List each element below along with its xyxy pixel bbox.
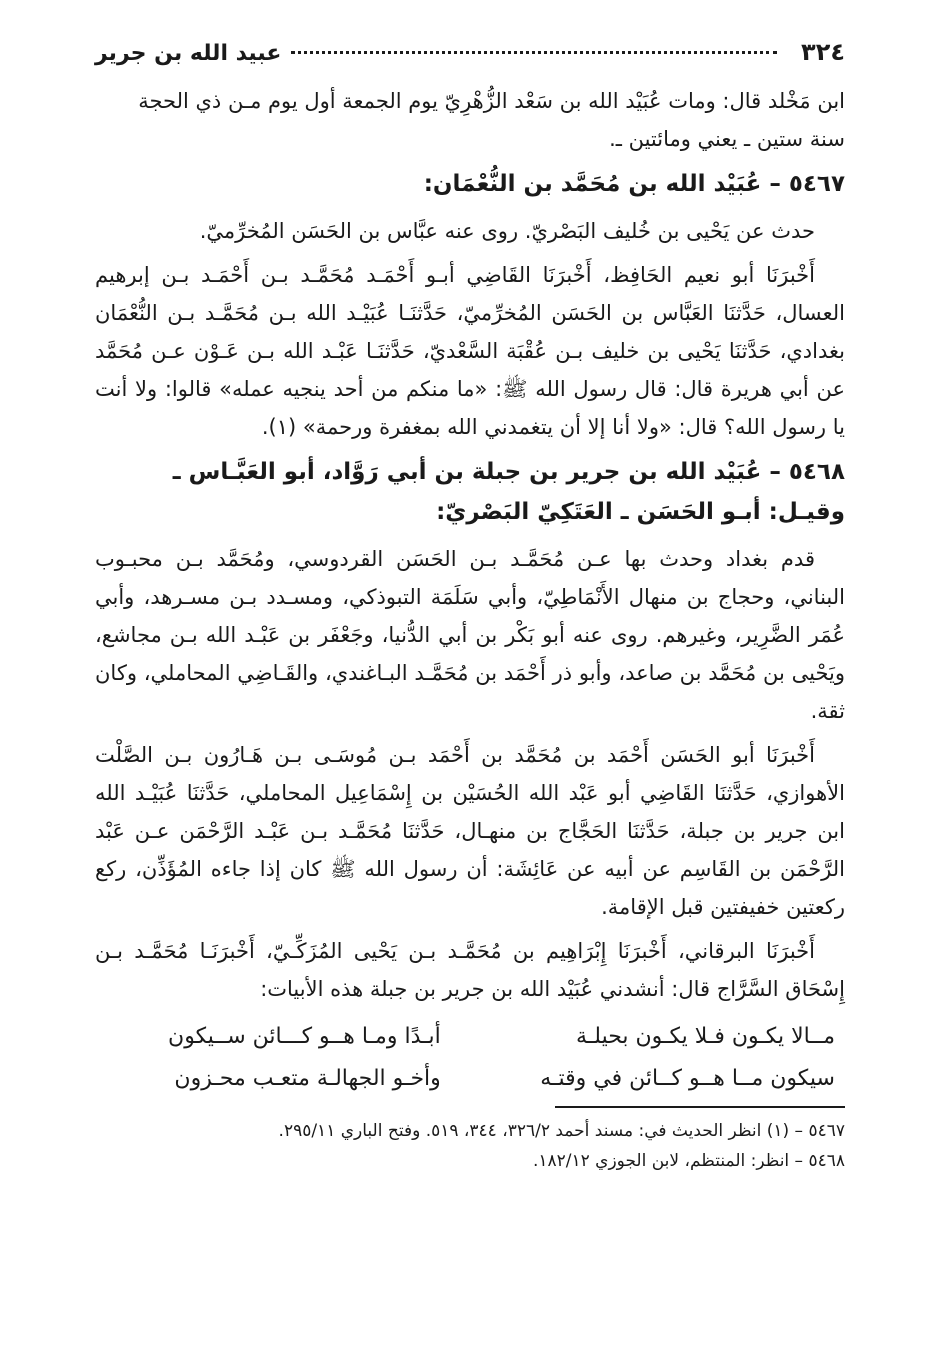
poem-hemistich-first: مــالا يكـون فـلا يكـون بحيلـة xyxy=(576,1024,835,1049)
entry-5467-heading: ٥٤٦٧ – عُبَيْد الله بن مُحَمَّد بن النُّعْمَان: xyxy=(423,171,845,197)
book-page xyxy=(95,38,845,1176)
page-header xyxy=(95,38,845,82)
entry-5467-isnad: أَخْبرَنَا أبو نعيم الحَافِظ، أَخْبرَنَا القَاضِي أبـو أَحْمَـد مُحَمَّـد بـن أَحْمَـد بـن إبرهيم العسال، حَدَّثنَا العَبَّاس بن الحَسَن المُخرِّميّ، حَدَّثنَـا عُبَيْـد الله بـن مُحَمَّـد بـن النُّعْمَان بغدادي، حَدَّثنَا يَحْيى بن خليف بـن عُقْبَة السَّعْديّ، حَدَّثنَـا عَبْـد الله بـن عَـوْن عـن مُحَمَّد عن أبي هريرة قال: قال رسول الله ﷺ: «ما منكم من أحد ينجيه عمله» قالوا: ولا أنت يا رسول الله؟ قال: «ولا أنا إلا أن يتغمدني الله بمغفرة ورحمة» (١). xyxy=(95,263,845,439)
entry-5467-bio: حدث عن يَحْيى بن خُليف البَصْريّ. روى عنه عبَّاس بن الحَسَن المُخرِّميّ. xyxy=(199,219,815,243)
poem xyxy=(95,1016,845,1100)
poem-verse xyxy=(95,1058,845,1100)
footnote-5467: ٥٤٦٧ – (١) انظر الحديث في: مسند أحمد ٣٢٦/٢، ٣٤٤، ٥١٩. وفتح الباري ٢٩٥/١١. xyxy=(278,1121,845,1141)
page-number: ٣٢٤ xyxy=(801,38,845,66)
entry-5468-poem-isnad: أَخْبرَنَا البرقاني، أَخْبرَنَا إِبْرَاهِيم بن مُحَمَّـد بـن يَحْيى المُزَكِّـيّ، أَخْبرَنَـا مُحَمَّـد بـن إِسْحَاق السَّرَّاج قال: أنشدني عُبَيْد الله بن جرير بن جبلة هذه الأبيات: xyxy=(95,939,845,1001)
poem-hemistich-second: أبـدًا ومـا هــو كـــائن ســيكون xyxy=(168,1024,441,1049)
entry-5468-bio: قدم بغداد وحدث بها عـن مُحَمَّـد بـن الحَسَن القردوسي، ومُحَمَّد بـن محبـوب البناني، وحجاج بن منهال الأَنْمَاطِيّ، وأبي سَلَمَة التبوذكي، ومسـدد بـن مسـرهد، وأبي عُمَر الضَّرِير، وغيرهم. روى عنه أبو بَكْر بن أبي الدُّنيا، وجَعْفَر بن عَبْـد الله بـن مجاشع، ويَحْيى بن مُحَمَّد بن صاعد، وأبو ذر أَحْمَد بن مُحَمَّـد البـاغندي، والقَـاضِي المحاملي، وكان ثقة. xyxy=(95,547,845,723)
poem-verse xyxy=(95,1016,845,1058)
running-head: عبيد الله بن جرير xyxy=(95,41,282,66)
footnote-separator xyxy=(555,1106,845,1108)
poem-hemistich-second: وأخـو الجهالـة متعـب محـزون xyxy=(174,1066,441,1091)
entry-5468-heading: ٥٤٦٨ – عُبَيْد الله بن جرير بن جبلة بن أبي رَوَّاد، أبو العَبَّـاس ـ وقيـل: أبـو الحَسَن ـ العَتَكِيّ البَصْريّ: xyxy=(172,459,845,525)
opening-line-1: ابن مَخْلد قال: ومات عُبَيْد الله بن سَعْد الزُّهْرِيّ يوم الجمعة أول يوم مـن ذي الحجة xyxy=(138,89,845,113)
poem-hemistich-first: سيكون مــا هــو كــائن في وقتـه xyxy=(540,1066,835,1091)
opening-line-2: سنة ستين ـ يعني ومائتين ـ. xyxy=(609,127,845,151)
footnote-5468: ٥٤٦٨ – انظر: المنتظم، لابن الجوزي ١٨٢/١٢. xyxy=(532,1151,845,1171)
entry-5468-hadith: أَخْبرَنَا أبو الحَسَن أَحْمَد بن مُحَمَّد بن أَحْمَد بـن مُوسَـى بـن هَـارُون بـن الصَّلْت الأهوازي، حَدَّثنَا القَاضِي أبو عَبْد الله الحُسَيْن بن إِسْمَاعِيل المحاملي، حَدَّثنَا عُبَيْـد الله ابن جرير بن جبلة، حَدَّثنَا الحَجَّاج بن منهـال، حَدَّثنَا مُحَمَّـد بـن عَبْـد الرَّحْمَن عـن عَبْد الرَّحْمَن بن القَاسِم عن أبيه عن عَائِشَة: أن رسول الله ﷺ كان إذا جاءه المُؤَذِّن، ركع ركعتين خفيفتين قبل الإقامة. xyxy=(95,743,845,919)
header-dotted-leader xyxy=(291,51,777,54)
